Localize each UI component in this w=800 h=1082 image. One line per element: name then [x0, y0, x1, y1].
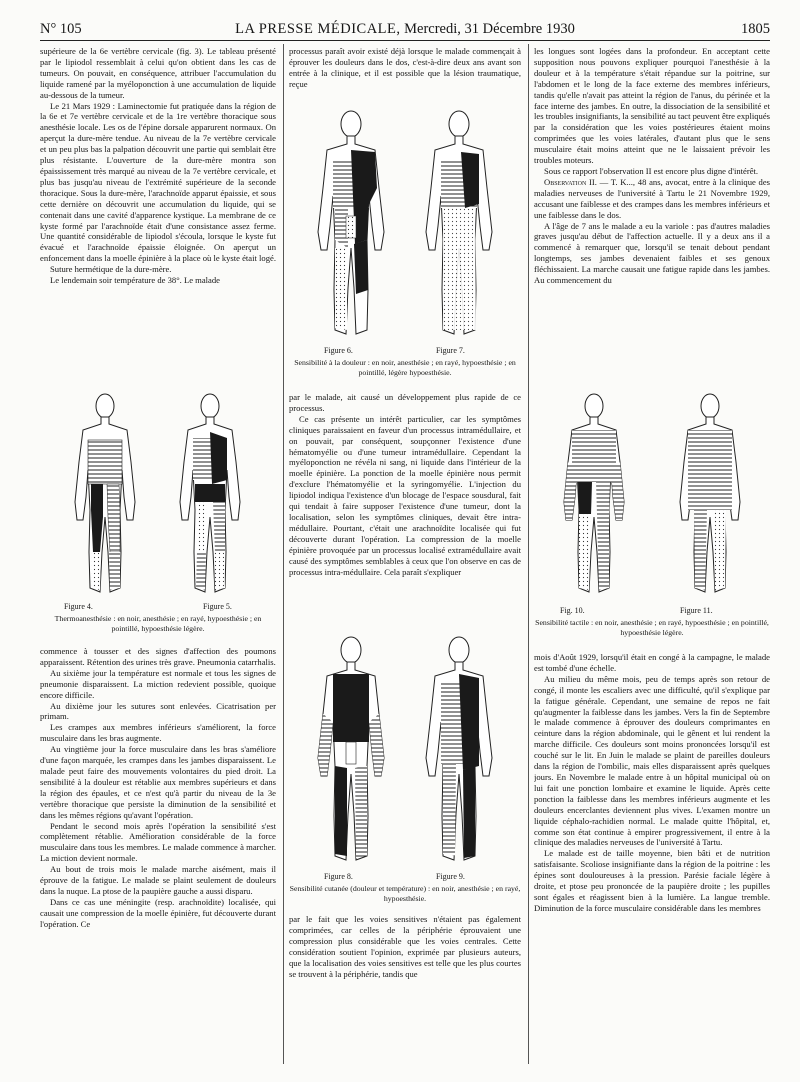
- figure-6-7: [289, 104, 521, 344]
- body-diagram-6-7: [289, 104, 521, 344]
- paragraph: Suture hermétique de la dure-mère.: [50, 264, 172, 275]
- paragraph: Sous ce rapport l'observation II est encore plus digne d'intérêt.: [544, 165, 759, 176]
- paragraph: Au sixième jour la température est normale et tous les signes de pneumonie disparaissent. La miction redevient possible, quoique encore difficile.: [40, 667, 276, 700]
- body-diagram-4-5: [40, 392, 276, 607]
- figure-4-5-caption: Thermoanesthésie : en noir, anesthésie ; en rayé, hypoesthésie ; en pointillé, hypoesthésie légère.: [54, 614, 262, 633]
- column-3-bottom-text: [534, 652, 770, 1066]
- column-divider: [528, 44, 529, 1064]
- observation-label: Observation II.: [544, 176, 597, 187]
- observation-text: — T. K..., 48 ans, avocat, entre à la clinique des maladies nerveuses de l'université à Tartu le 21 Novembre 1929, accusant une faiblesse et des crampes dans les membres inférieurs et une faiblesse dans le dos.: [534, 176, 770, 220]
- figure-6-label: Figure 6.: [324, 346, 353, 355]
- journal-name: LA PRESSE MÉDICALE,: [235, 21, 401, 37]
- page-number: 1805: [741, 21, 770, 37]
- paragraph: par le fait que les voies sensitives n'étaient pas également comprimées, car celles de la périphérie éprouvaient une compression plus considérable que les voies centrales. Cette considération soutient l'opinion, exprimée par plusieurs auteurs, que la localisation des voies sensitives est telle que les plus courtes se trouvent à la périphérie, tandis que: [289, 914, 521, 979]
- column-divider: [283, 44, 284, 1064]
- paragraph: Les crampes aux membres inférieurs s'améliorent, la force musculaire dans les bras augmente.: [40, 722, 276, 744]
- header-rule: [40, 40, 770, 41]
- paragraph: A l'âge de 7 ans le malade a eu la variole : pas d'autres maladies graves jusqu'au début de l'affection actuelle. Il y a deux ans il a commencé à remarquer que, lorsqu'il se tenait debout pendant longtemps, ses jambes devenaient faibles et ses genoux fléchissaient. La marche causait une fatigue rapide dans les jambes. Au commencement du: [534, 220, 770, 286]
- issue-number: N° 105: [40, 21, 82, 37]
- column-2-top-text: [289, 46, 521, 101]
- figure-4-label: Figure 4.: [64, 602, 93, 611]
- figure-9-label: Figure 9.: [436, 872, 465, 881]
- figure-5-label: Figure 5.: [203, 602, 232, 611]
- figure-10-label: Fig. 10.: [560, 606, 585, 615]
- figure-8-label: Figure 8.: [324, 872, 353, 881]
- figure-8-9-caption: Sensibilité cutanée (douleur et température) : en noir, anesthésie ; en rayé, hypoesthésie.: [289, 884, 521, 903]
- paragraph: les longues sont logées dans la profondeur. En acceptant cette supposition nous pouvons expliquer pourquoi l'anesthésie à la douleur et à la température s'était répandue sur la poitrine, sur l'abdomen et le long de la face externe des membres inférieurs, tandis qu'elle n'avait pas atteint la région de l'anus, du périnée et la face interne des jambes. En outre, la dissociation de la sensibilité et les troubles insignifiants, la sensibilité au tact peuvent être expliqués par la considération que les voies postérieures étaient moins comprimées que les voies latérales, d'autant plus que le sens musculaire était moins atteint que ne le laissaient prévoir les troubles moteurs.: [534, 46, 770, 166]
- header-title: [40, 20, 770, 38]
- paragraph: par le malade, ait causé un développement plus rapide de ce processus.: [289, 392, 521, 413]
- column-2-middle-text: [289, 392, 521, 624]
- paragraph: Le malade est de taille moyenne, bien bâti et de nutrition satisfaisante. Scoliose insignifiante dans la région de la poitrine : les épines sont douloureuses à la pression. Parésie faciale légère à droite, et ptose peu prononcée de la paupière droite ; les pupilles sont égales et réagissent bien à la lumière. La langue tremble. Diminution de la force musculaire considérable dans les membres: [534, 848, 770, 913]
- column-2-bottom-text: [289, 914, 521, 1066]
- paragraph: mois d'Août 1929, lorsqu'il était en congé à la campagne, le malade est tombé d'une échelle.: [534, 652, 770, 673]
- paragraph: Le lendemain soir température de 38°. Le malade: [50, 275, 220, 286]
- paragraph: Pendant le second mois après l'opération la sensibilité s'est complètement rétablie. Amélioration considérable de la force musculaire dans tous les membres. Le malade commence à marcher. La miction devient normale.: [40, 820, 276, 864]
- column-1-bottom-text: [40, 646, 276, 1066]
- body-diagram-10-11: [534, 392, 770, 607]
- figure-6-7-caption: Sensibilité à la douleur : en noir, anesthésie ; en rayé, hypoesthésie ; en pointillé, légère hypoesthésie.: [294, 358, 516, 377]
- column-3-top-text: [534, 46, 770, 378]
- paragraph: Au milieu du même mois, peu de temps après son retour de congé, il monte les escaliers avec une difficulté, qu'il s'explique par la fatigue générale. Cependant, une semaine de repos ne fait qu'augmenter la faiblesse dans les jambes. Vers la fin de Septembre le malade commence à éprouver des douleurs comprimantes en ceinture dans la région abdominale, qui le gênent et lui rendent la marche difficile. Ces douleurs sont moins prononcées lorsqu'il est couché sur le lit. En Juin le malade se plaint de pareilles douleurs dans la région de l'ombilic, mais elles disparaissent après quelques jours. En Novembre le malade entre à un hôpital municipal où on lui fait une ponction lombaire et examine le liquide. Après cette ponction la faiblesse dans les membres inférieurs augmente et les douleurs encerclantes deviennent plus vives. L'examen montre un liquide céphalo-rachidien normal. Le malade quitte l'hôpital, et, comme son état continue à empirer progressivement, il entre à la clinique des maladies nerveuses de l'université à Tartu.: [534, 673, 770, 848]
- paragraph: Au dixième jour les sutures sont enlevées. Cicatrisation per primam.: [40, 700, 276, 722]
- page-header: [40, 20, 770, 38]
- paragraph: supérieure de la 6e vertèbre cervicale (fig. 3). Le tableau présenté par le lipiodol ressemblait à celui qu'on obtient dans les cas de tumeurs. On pouvait, en conséquence, attribuer l'accumulation du liquide ramené par la myéloponction à une accumulation de liquide au-dessous de la tumeur.: [40, 46, 276, 100]
- paragraph: processus paraît avoir existé déjà lorsque le malade commençait à éprouver les douleurs dans le dos, c'est-à-dire deux ans avant son entrée à la clinique, et il est possible que la lésion traumatique, reçue: [289, 46, 521, 89]
- figure-7-label: Figure 7.: [436, 346, 465, 355]
- paragraph: Au bout de trois mois le malade marche aisément, mais il éprouve de la fatigue. Le malade se plaint seulement de douleurs dans la nuque. La ptose de la paupière gauche a aussi disparu.: [40, 864, 276, 896]
- paragraph: Au vingtième jour la force musculaire dans les bras s'améliore d'une façon marquée, les crampes dans les jambes disparaissent. Le malade peut faire des mouvements volontaires du pied droit. La sensibilité à la douleur est rétablie aux membres supérieurs et dans la région des épaules, et ce n'est qu'à partir du niveau de la 3e vertèbre thoracique que persiste la diminution de la sensibilité et dans les mêmes régions qu'avant l'opération.: [40, 744, 276, 820]
- column-1-top-text: [40, 46, 276, 384]
- paragraph: Ce cas présente un intérêt particulier, car les symptômes cliniques paraissaient en faveur d'un processus intramédullaire, et on pouvait, par conséquent, soupçonner l'existence d'une hématomyélie ou d'une tumeur intramédullaire. Cependant la myéloponction ne révéla ni sang, ni liquide dans l'intérieur de la moelle épinière. La ponction de la moelle épinière nous permit d'exclure l'hématomyélie et la syringomyélie. L'injection du lipiodol indiqua l'existence d'un blocage de l'espace sousdural, fait qui tendait à faire supposer l'existence d'une tumeur, dont la localisation, selon les symptômes cliniques, devait être intra-médullaire. Pourtant, c'était une arachnoïdite localisée qui fut découverte durant l'opération. La compression de la moelle épinière provoquée par un processus localisé extramédullaire avait causé des symptômes semblables à ceux que l'on observe en cas de processus intra-médullaire. Cela paraît s'expliquer: [289, 413, 521, 577]
- figure-8-9: [289, 630, 521, 870]
- issue-date: Mercredi, 31 Décembre 1930: [404, 21, 575, 37]
- paragraph: commence à tousser et des signes d'affection des poumons apparaissent. Rétention des urines très grave. Pneumonia catarrhalis.: [40, 646, 276, 667]
- paragraph: Dans ce cas une méningite (resp. arachnoïdite) localisée, qui causait une compression de la moelle épinière, fut découverte durant l'opération. Ce: [40, 896, 276, 929]
- body-diagram-8-9: [289, 630, 521, 870]
- figure-10-11-caption: Sensibilité tactile : en noir, anesthésie ; en rayé, hypoesthésie ; en pointillé, hypoesthésie légère.: [535, 618, 769, 637]
- paragraph: Le 21 Mars 1929 : Laminectomie fut pratiquée dans la région de la 6e et 7e vertèbre cervicale et de la 1re vertèbre thoracique sous anesthésie locale. Les os de l'épine dorsale apparurent normaux. On aperçut la dure-mère tendue. Au niveau de la 7e vertèbre cervicale et un peu plus bas la palpation découvrit une partie qui semblait être plus résistante. L'ouverture de la dure-mère montra son épaississement très marqué au niveau de la 7e vertèbre cervicale, et plus bas jusqu'au niveau de l'extrémité supérieure de la seconde thoracique. Sous la dure-mère, l'arachnoïde apparut épaissie, et sous cette dernière on découvrit une accumulation du liquide, qui se contenait dans une cavité d'apparence kystique. La membrane de ce kyste formé par l'arachnoïde était d'une consistance assez ferme. Une quantité considérable de lipiodol s'écoula, lorsque le kyste fut évacué et l'arachnoïde épaissie éloignée. On aperçut un enfoncement dans la moelle épinière à la place où le kyste était logé.: [40, 100, 276, 264]
- figure-10-11: [534, 392, 770, 607]
- figure-11-label: Figure 11.: [680, 606, 713, 615]
- observation-paragraph: [534, 177, 770, 221]
- figure-4-5: [40, 392, 276, 607]
